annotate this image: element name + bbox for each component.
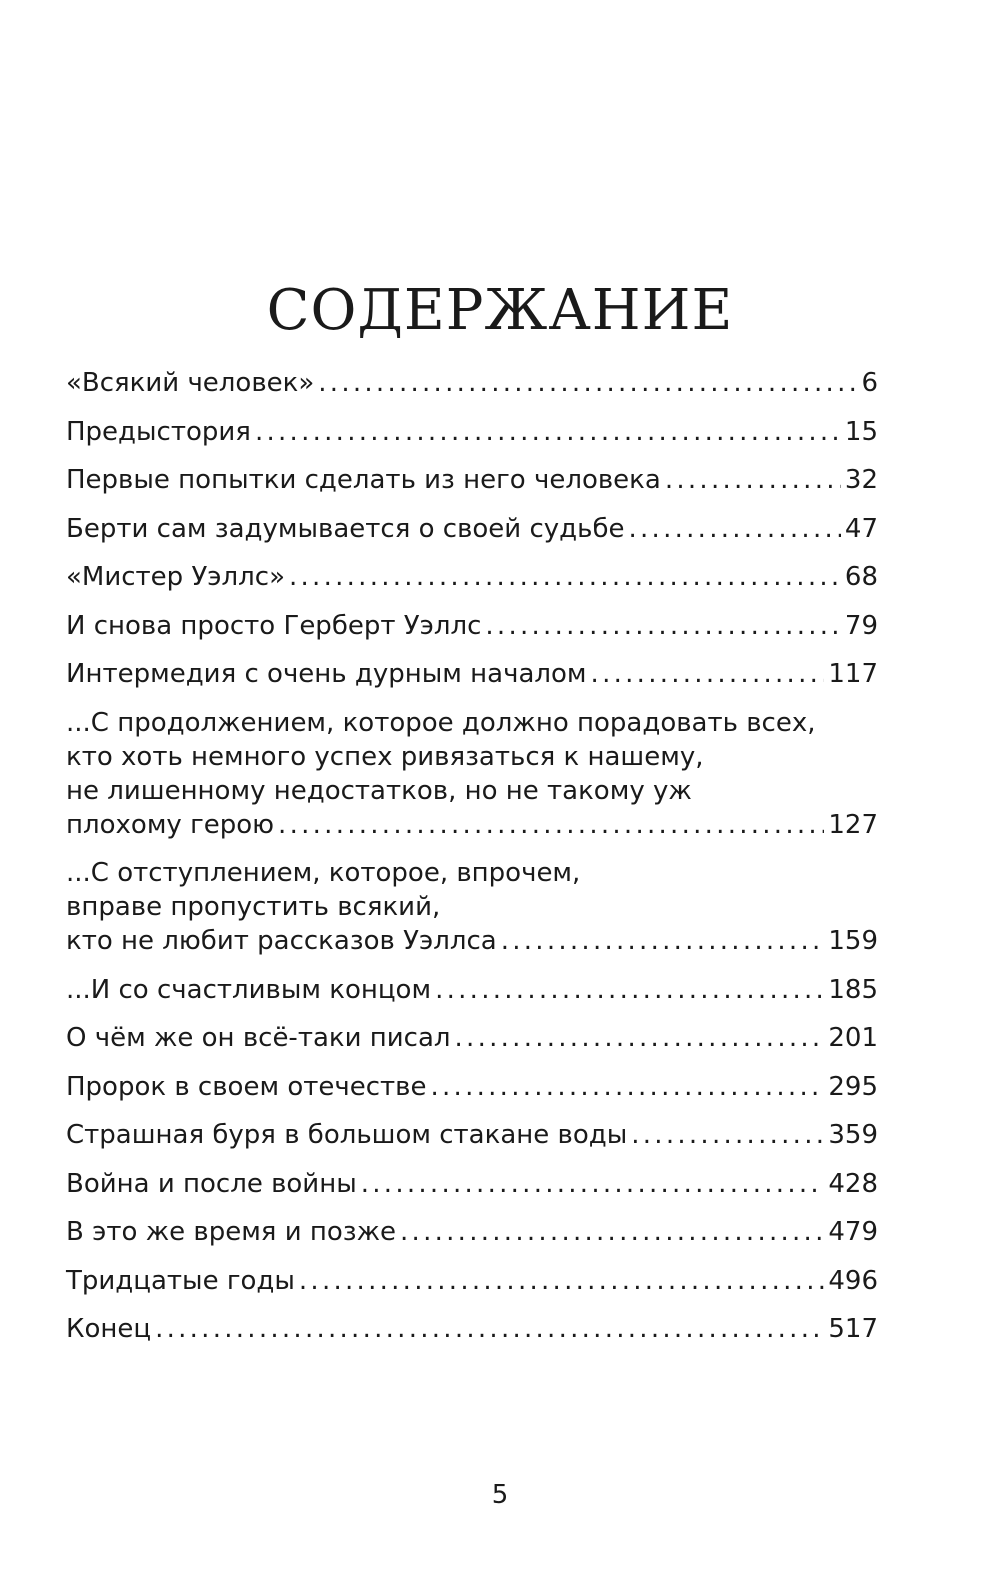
toc-entry bbox=[66, 1264, 878, 1298]
toc-entry-title-line: «Всякий человек» bbox=[66, 368, 315, 398]
toc-entry-row bbox=[66, 657, 878, 691]
dot-leader bbox=[455, 1021, 825, 1055]
toc-entry-title-line: ...И со счастливым концом bbox=[66, 974, 432, 1005]
toc-entry-row bbox=[66, 1167, 878, 1201]
toc-entry bbox=[66, 366, 878, 400]
toc-entry-page: 68 bbox=[844, 562, 878, 592]
toc-entry bbox=[66, 706, 878, 842]
toc-entry-row bbox=[66, 1070, 878, 1104]
dot-leader bbox=[155, 1312, 824, 1346]
dot-leader bbox=[289, 560, 841, 594]
toc-entry-row bbox=[66, 1021, 878, 1055]
dot-leader bbox=[485, 609, 841, 643]
toc-entry-title-line: не лишенному недостатков, но не такому уж bbox=[66, 775, 692, 806]
toc-entry-row bbox=[66, 512, 878, 546]
toc-entry bbox=[66, 1118, 878, 1152]
toc-entry-page: 295 bbox=[828, 1071, 878, 1102]
table-of-contents bbox=[66, 366, 878, 1361]
dot-leader bbox=[318, 366, 857, 400]
dot-leader bbox=[299, 1264, 824, 1298]
toc-entry-row bbox=[66, 808, 878, 842]
toc-entry-page: 117 bbox=[828, 659, 878, 689]
toc-entry-row bbox=[66, 973, 878, 1007]
dot-leader bbox=[400, 1215, 824, 1249]
toc-entry-page: 79 bbox=[844, 610, 878, 641]
dot-leader bbox=[255, 415, 841, 449]
toc-entry-row bbox=[66, 415, 878, 449]
toc-entry bbox=[66, 657, 878, 691]
dot-leader bbox=[361, 1167, 825, 1201]
toc-entry-row bbox=[66, 1215, 878, 1249]
toc-entry-title-line: ...С отступлением, которое, впрочем, bbox=[66, 858, 581, 888]
toc-entry-row bbox=[66, 560, 878, 594]
toc-entry bbox=[66, 415, 878, 449]
dot-leader bbox=[631, 1118, 824, 1152]
toc-entry bbox=[66, 1167, 878, 1201]
toc-entry-page: 479 bbox=[828, 1217, 878, 1247]
toc-entry-page: 185 bbox=[828, 974, 878, 1005]
toc-entry-title-line: вправе пропустить всякий, bbox=[66, 892, 441, 922]
toc-entry bbox=[66, 1070, 878, 1104]
toc-entry-page: 201 bbox=[828, 1023, 878, 1053]
toc-entry bbox=[66, 609, 878, 643]
toc-entry-title-line: кто хоть немного успех ривязаться к нашему, bbox=[66, 741, 704, 772]
dot-leader bbox=[591, 657, 825, 691]
toc-entry-page: 517 bbox=[828, 1314, 878, 1344]
toc-entry-row bbox=[66, 1264, 878, 1298]
toc-entry-title-line: И снова просто Герберт Уэллс bbox=[66, 610, 482, 641]
toc-entry-title-line: Пророк в своем отечестве bbox=[66, 1071, 427, 1102]
dot-leader bbox=[628, 512, 840, 546]
toc-entry-title-line: В это же время и позже bbox=[66, 1217, 397, 1247]
toc-entry bbox=[66, 463, 878, 497]
toc-entry-title-line: ...С продолжением, которое должно порадовать всех, bbox=[66, 707, 816, 738]
toc-entry-title-line: «Мистер Уэллс» bbox=[66, 562, 285, 592]
toc-entry bbox=[66, 1312, 878, 1346]
page-number: 5 bbox=[491, 1480, 509, 1510]
dot-leader bbox=[665, 463, 841, 497]
toc-entry-page: 15 bbox=[844, 416, 878, 447]
toc-entry-page: 496 bbox=[828, 1265, 878, 1296]
toc-entry-row bbox=[66, 1312, 878, 1346]
toc-entry-title-line: кто не любит рассказов Уэллса bbox=[66, 926, 497, 956]
toc-entry bbox=[66, 512, 878, 546]
toc-entry-page: 6 bbox=[861, 368, 878, 398]
dot-leader bbox=[278, 808, 824, 842]
toc-entry bbox=[66, 973, 878, 1007]
toc-entry-title-line: О чём же он всё-таки писал bbox=[66, 1023, 451, 1053]
toc-entry bbox=[66, 560, 878, 594]
toc-entry-row bbox=[66, 1118, 878, 1152]
toc-entry-title-line: Берти сам задумывается о своей судьбе bbox=[66, 513, 625, 544]
toc-entry-title-line: Предыстория bbox=[66, 416, 251, 447]
toc-entry-page: 359 bbox=[828, 1120, 878, 1150]
toc-entry-title-line: плохому герою bbox=[66, 809, 275, 840]
toc-entry bbox=[66, 1215, 878, 1249]
toc-entry-row bbox=[66, 366, 878, 400]
toc-entry-title-line: Страшная буря в большом стакане воды bbox=[66, 1120, 628, 1150]
dot-leader bbox=[431, 1070, 825, 1104]
toc-entry bbox=[66, 856, 878, 958]
toc-entry bbox=[66, 1021, 878, 1055]
toc-entry-page: 47 bbox=[844, 513, 878, 544]
toc-entry-page: 428 bbox=[828, 1168, 878, 1199]
toc-entry-row bbox=[66, 924, 878, 958]
toc-entry-page: 159 bbox=[828, 926, 878, 956]
toc-entry-row bbox=[66, 463, 878, 497]
toc-entry-title-line: Тридцатые годы bbox=[66, 1265, 295, 1296]
toc-entry-page: 127 bbox=[828, 809, 878, 840]
toc-entry-title-line: Интермедия с очень дурным началом bbox=[66, 659, 587, 689]
toc-entry-title-line: Конец bbox=[66, 1314, 152, 1344]
toc-entry-title-line: Война и после войны bbox=[66, 1168, 357, 1199]
dot-leader bbox=[501, 924, 825, 958]
dot-leader bbox=[435, 973, 824, 1007]
page-title: СОДЕРЖАНИЕ bbox=[266, 278, 734, 343]
toc-entry-title-line: Первые попытки сделать из него человека bbox=[66, 465, 661, 495]
toc-entry-row bbox=[66, 609, 878, 643]
toc-entry-page: 32 bbox=[844, 465, 878, 495]
